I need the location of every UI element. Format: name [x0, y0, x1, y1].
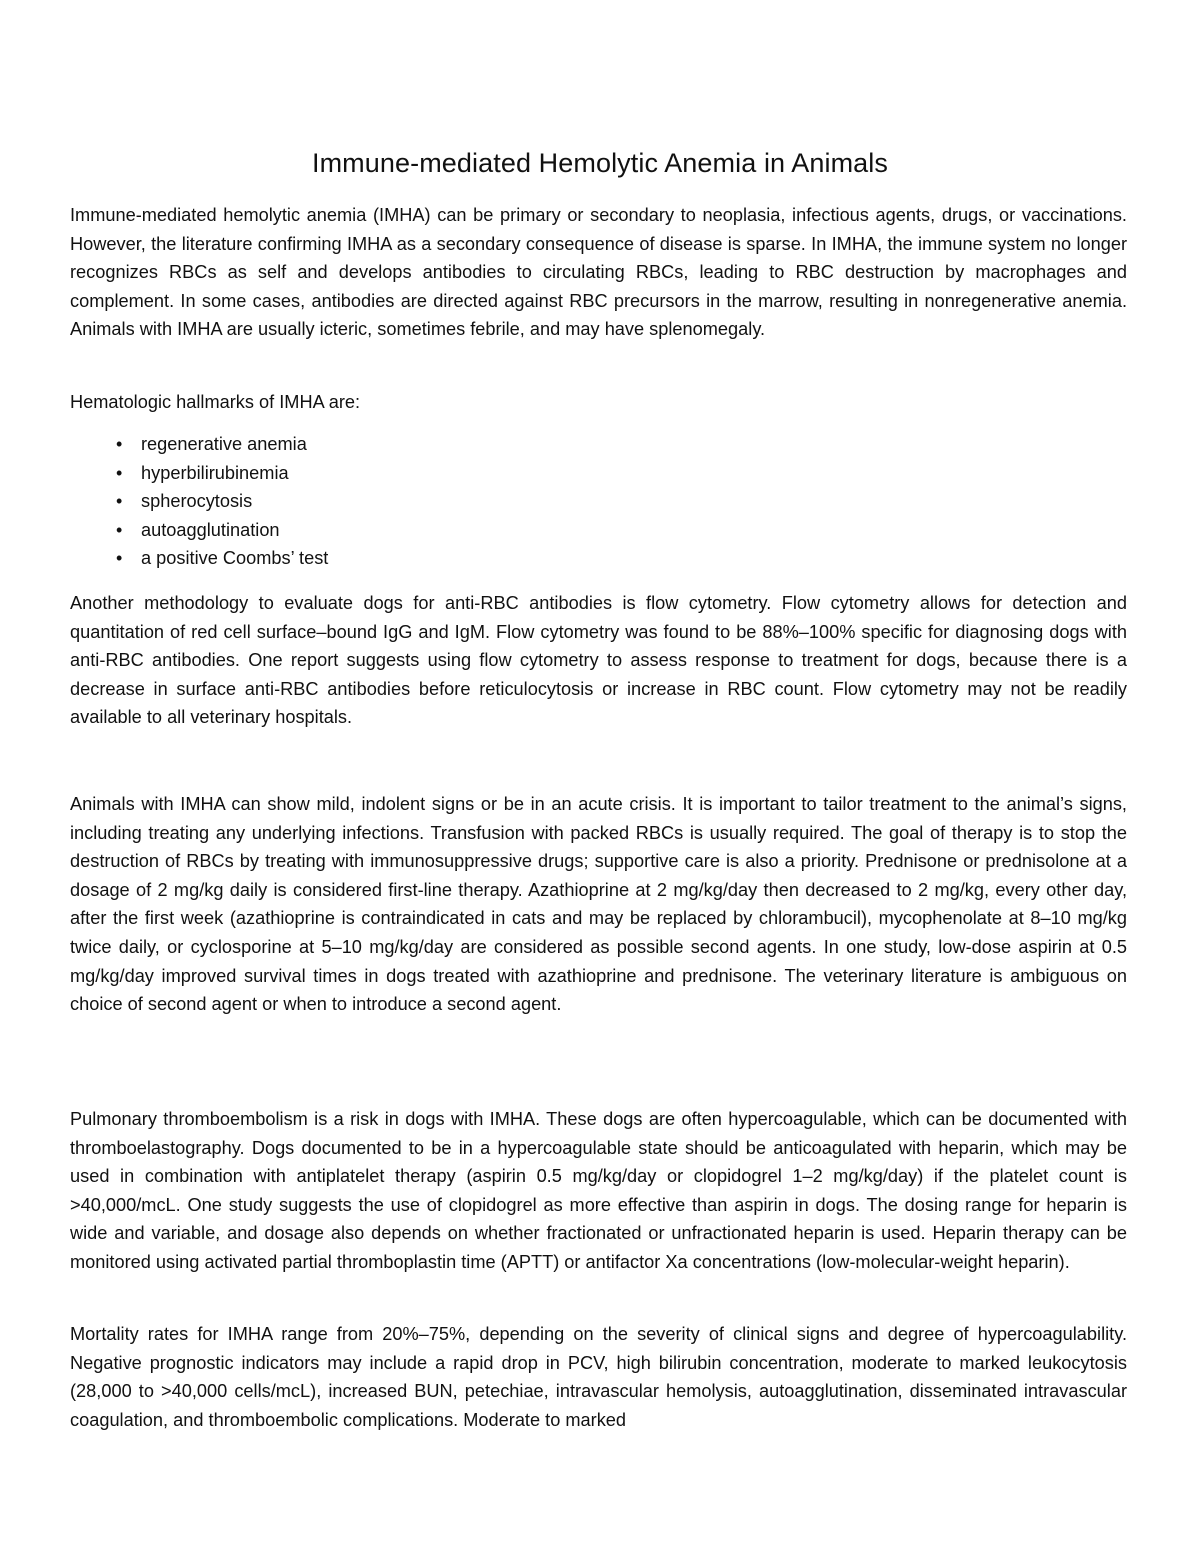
- bullet-icon: •: [116, 491, 123, 511]
- intro-paragraph: Immune-mediated hemolytic anemia (IMHA) can be primary or secondary to neoplasia, infectious agents, drugs, or vaccinations. However, the literature confirming IMHA as a secondary consequence of disease is sparse. In IMHA, the immune system no longer recognizes RBCs as self and develops antibodies to circulating RBCs, leading to RBC destruction by macrophages and complement. In some cases, antibodies are directed against RBC precursors in the marrow, resulting in nonregenerative anemia. Animals with IMHA are usually icteric, sometimes febrile, and may have splenomegaly.: [70, 205, 1127, 340]
- hallmarks-list: [70, 430, 1127, 573]
- bullet-icon: •: [116, 548, 123, 568]
- list-item-text: regenerative anemia: [141, 434, 307, 454]
- hallmarks-intro: Hematologic hallmarks of IMHA are:: [70, 392, 361, 412]
- flow-cytometry-paragraph: Another methodology to evaluate dogs for anti-RBC antibodies is flow cytometry. Flow cytometry allows for detection and quantitation of red cell surface–bound IgG and IgM. Flow cytometry was found to be 88%–100% specific for diagnosing dogs with anti-RBC antibodies. One report suggests using flow cytometry to assess response to treatment for dogs, because there is a decrease in surface anti-RBC antibodies before reticulocytosis or increase in RBC count. Flow cytometry may not be readily available to all veterinary hospitals.: [70, 593, 1127, 728]
- bullet-icon: •: [116, 462, 123, 483]
- list-item: [70, 544, 1127, 573]
- treatment-paragraph: Animals with IMHA can show mild, indolent signs or be in an acute crisis. It is important to tailor treatment to the animal’s signs, including treating any underlying infections. Transfusion with packed RBCs is usually required. The goal of therapy is to stop the destruction of RBCs by treating with immunosuppressive drugs; supportive care is also a priority. Prednisone or prednisolone at a dosage of 2 mg/kg daily is considered first-line therapy. Azathioprine at 2 mg/kg/day then decreased to 2 mg/kg, every other day, after the first week (azathioprine is contraindicated in cats and may be replaced by chlorambucil), mycophenolate at 8–10 mg/kg twice daily, or cyclosporine at 5–10 mg/kg/day are considered as possible second agents. In one study, low-dose aspirin at 0.5 mg/kg/day improved survival times in dogs treated with azathioprine and prednisone. The veterinary literature is ambiguous on choice of second agent or when to introduce a second agent.: [70, 794, 1127, 1015]
- list-item: [70, 487, 1127, 516]
- list-item: [70, 516, 1127, 545]
- list-item-text: autoagglutination: [141, 519, 280, 540]
- thromboembolism-paragraph: Pulmonary thromboembolism is a risk in dogs with IMHA. These dogs are often hypercoagulable, which can be documented with thromboelastography. Dogs documented to be in a hypercoagulable state should be anticoagulated with heparin, which may be used in combination with antiplatelet therapy (aspirin 0.5 mg/kg/day or clopidogrel 1–2 mg/kg/day) if the platelet count is >40,000/mcL. One study suggests the use of clopidogrel as more effective than aspirin in dogs. The dosing range for heparin is wide and variable, and dosage also depends on whether fractionated or unfractionated heparin is used. Heparin therapy can be monitored using activated partial thromboplastin time (APTT) or antifactor Xa concentrations (low-molecular-weight heparin).: [70, 1109, 1127, 1272]
- list-item-text: hyperbilirubinemia: [141, 462, 289, 483]
- list-item: [70, 459, 1127, 488]
- page-title: Immune-mediated Hemolytic Anemia in Animals: [311, 148, 889, 178]
- mortality-paragraph: Mortality rates for IMHA range from 20%–75%, depending on the severity of clinical signs and degree of hypercoagulability. Negative prognostic indicators may include a rapid drop in PCV, high bilirubin concentration, moderate to marked leukocytosis (28,000 to >40,000 cells/mcL), increased BUN, petechiae, intravascular hemolysis, autoagglutination, disseminated intravascular coagulation, and thromboembolic complications. Moderate to marked: [70, 1324, 1127, 1430]
- bullet-icon: •: [116, 519, 123, 540]
- list-item-text: a positive Coombs’ test: [141, 548, 329, 568]
- list-item-text: spherocytosis: [141, 491, 253, 511]
- list-item: [70, 430, 1127, 459]
- bullet-icon: •: [116, 434, 123, 454]
